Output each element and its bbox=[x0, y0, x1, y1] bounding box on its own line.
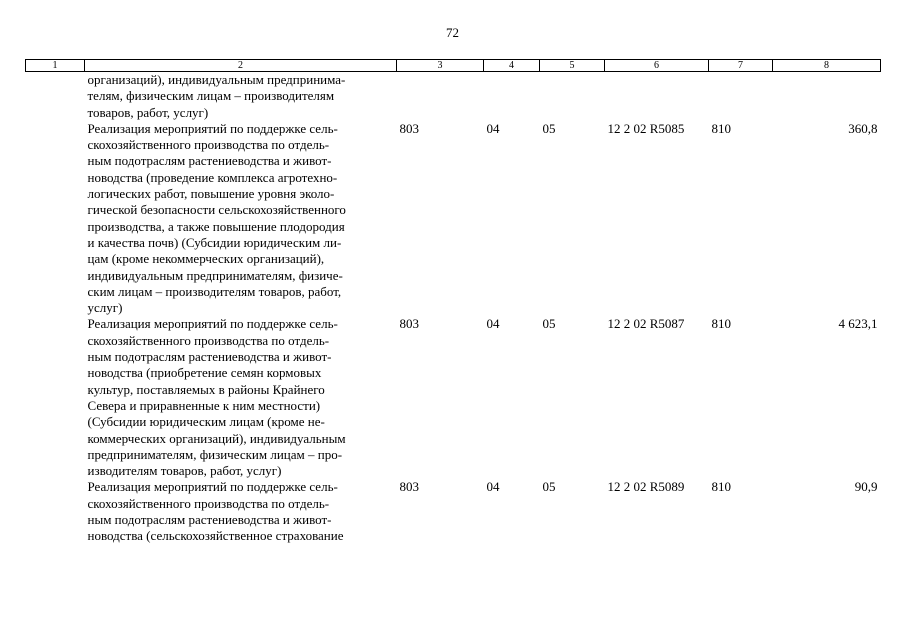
item-name-line: цам (кроме некоммерческих организаций), bbox=[87, 251, 325, 267]
item-name-cell bbox=[85, 479, 397, 544]
target-article-cell: 12 2 02 R5089 bbox=[607, 479, 685, 495]
amount-cell: 360,8 bbox=[848, 120, 878, 136]
item-name-line: новодства (сельскохозяйственное страхование bbox=[87, 528, 344, 544]
item-name-line: (Субсидии юридическим лицам (кроме не- bbox=[87, 414, 325, 430]
column-header-5: 5 bbox=[540, 60, 605, 72]
item-name-line: ским лицам – производителям товаров, работ, bbox=[87, 283, 342, 299]
section-code-cell: 04 bbox=[486, 479, 500, 495]
ministry-code-cell: 803 bbox=[399, 316, 419, 332]
item-name-cell bbox=[85, 121, 397, 317]
column-header-8: 8 bbox=[773, 60, 881, 72]
table-header-row bbox=[26, 60, 881, 72]
row-number-cell bbox=[26, 316, 85, 479]
item-name-line: производства, а также повышение плодородия bbox=[87, 218, 345, 234]
item-name-line: Реализация мероприятий по поддержке сель- bbox=[87, 120, 338, 136]
row-number-cell bbox=[26, 121, 85, 317]
target-article-cell bbox=[605, 72, 709, 121]
section-code-cell: 04 bbox=[486, 120, 500, 136]
item-name-line: Реализация мероприятий по поддержке сель- bbox=[87, 316, 338, 332]
item-name-line: Севера и приравненные к ним местности) bbox=[87, 397, 321, 413]
item-name-cell bbox=[85, 72, 397, 121]
column-header-4: 4 bbox=[484, 60, 540, 72]
item-name-line: скохозяйственного производства по отдель- bbox=[87, 137, 330, 153]
item-name-line: предпринимателям, физическим лицам – про- bbox=[87, 446, 343, 462]
column-header-2: 2 bbox=[85, 60, 397, 72]
item-name-cell bbox=[85, 316, 397, 479]
table-body bbox=[26, 72, 881, 545]
column-header-3: 3 bbox=[397, 60, 484, 72]
item-name-line: услуг) bbox=[87, 300, 123, 316]
table-row bbox=[26, 121, 881, 317]
item-name-line: гической безопасности сельскохозяйственного bbox=[87, 202, 346, 218]
table-row bbox=[26, 72, 881, 121]
item-name-line: скохозяйственного производства по отдель- bbox=[87, 495, 330, 511]
table-row bbox=[26, 316, 881, 479]
column-header-1: 1 bbox=[26, 60, 85, 72]
item-name-line: Реализация мероприятий по поддержке сель- bbox=[87, 479, 338, 495]
expense-type-cell: 810 bbox=[711, 479, 731, 495]
amount-cell bbox=[773, 72, 881, 121]
item-name-line: скохозяйственного производства по отдель- bbox=[87, 332, 330, 348]
ministry-code-cell: 803 bbox=[399, 120, 419, 136]
ministry-code-cell: 803 bbox=[399, 479, 419, 495]
amount-cell: 90,9 bbox=[854, 479, 878, 495]
subsection-code-cell: 05 bbox=[542, 479, 556, 495]
subsection-code-cell: 05 bbox=[542, 120, 556, 136]
page-number: 72 bbox=[446, 25, 459, 40]
item-name-line: телям, физическим лицам – производителям bbox=[87, 88, 335, 104]
budget-table bbox=[25, 59, 881, 545]
target-article-cell: 12 2 02 R5087 bbox=[607, 316, 685, 332]
expense-type-cell: 810 bbox=[711, 316, 731, 332]
column-header-6: 6 bbox=[605, 60, 709, 72]
subsection-code-cell bbox=[540, 72, 605, 121]
table-row bbox=[26, 479, 881, 544]
target-article-cell: 12 2 02 R5085 bbox=[607, 120, 685, 136]
expense-type-cell bbox=[709, 72, 773, 121]
item-name-line: ным подотраслям растениеводства и живот- bbox=[87, 349, 332, 365]
amount-cell: 4 623,1 bbox=[838, 316, 878, 332]
expense-type-cell: 810 bbox=[711, 120, 731, 136]
item-name-line: индивидуальным предпринимателям, физиче- bbox=[87, 267, 343, 283]
item-name-line: организаций), индивидуальным предпринима- bbox=[87, 72, 346, 87]
item-name-line: логических работ, повышение уровня эколо- bbox=[87, 186, 335, 202]
item-name-line: культур, поставляемых в районы Крайнего bbox=[87, 381, 325, 397]
ministry-code-cell bbox=[397, 72, 484, 121]
item-name-line: товаров, работ, услуг) bbox=[87, 104, 209, 120]
item-name-line: и качества почв) (Субсидии юридическим ли- bbox=[87, 234, 342, 250]
item-name-line: новодства (приобретение семян кормовых bbox=[87, 365, 322, 381]
item-name-line: ным подотраслям растениеводства и живот- bbox=[87, 153, 332, 169]
section-code-cell bbox=[484, 72, 540, 121]
item-name-line: новодства (проведение комплекса агротехно- bbox=[87, 169, 338, 185]
item-name-line: изводителям товаров, работ, услуг) bbox=[87, 463, 282, 479]
item-name-line: коммерческих организаций), индивидуальным bbox=[87, 430, 346, 446]
section-code-cell: 04 bbox=[486, 316, 500, 332]
subsection-code-cell: 05 bbox=[542, 316, 556, 332]
row-number-cell bbox=[26, 72, 85, 121]
item-name-line: ным подотраслям растениеводства и живот- bbox=[87, 512, 332, 528]
row-number-cell bbox=[26, 479, 85, 544]
column-header-7: 7 bbox=[709, 60, 773, 72]
